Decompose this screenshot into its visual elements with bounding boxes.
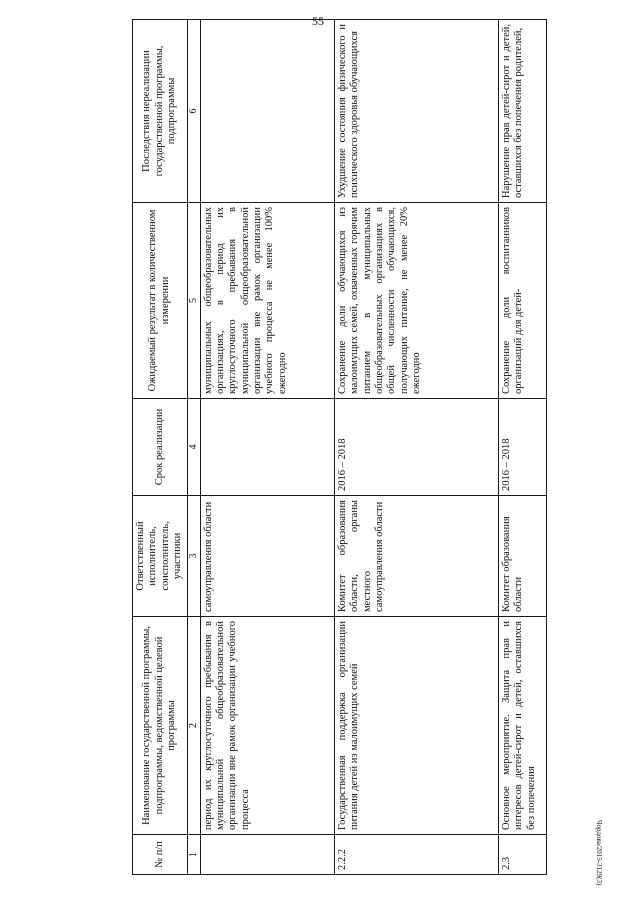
row-number-cell: 2.2.2 xyxy=(334,835,498,875)
consequence-cell: Нарушение прав детей-сирот и детей, оставшихся без попечения родителей, xyxy=(498,20,546,203)
header-cell-program-name: Наименование государственной программы, подпрограммы, ведомственной целевой программы xyxy=(133,617,188,835)
executor-cell: Комитет образования области, органы местного самоуправления области xyxy=(334,496,498,617)
executor-cell: Комитет образования области xyxy=(498,496,546,617)
header-cell-result: Ожидаемый результат в количественном измерении xyxy=(133,203,188,399)
column-number: 6 xyxy=(187,20,200,203)
column-number: 1 xyxy=(187,835,200,875)
executor-cell: самоуправления области xyxy=(200,496,334,617)
row-number-cell xyxy=(200,835,334,875)
result-cell: муниципальных общеобразовательных организациях, в период их круглосуточного пребывания в муниципальной общеобразовательной организации вне рамок организации учебного процесса не менее 100% ежегодно xyxy=(200,203,334,399)
header-row xyxy=(133,20,188,875)
program-name-cell: Государственная поддержка организации питания детей из малоимущих семей xyxy=(334,617,498,835)
header-cell-executor: Ответственный исполнитель, соисполнитель, участники xyxy=(133,496,188,617)
header-cell-number: № п/п xyxy=(133,835,188,875)
table-row xyxy=(200,20,334,875)
header-cell-term: Срок реализации xyxy=(133,399,188,496)
program-name-cell: Основное мероприятие. Защита прав и интересов детей-сирот и детей, оставшихся без попечения xyxy=(498,617,546,835)
term-cell: 2016 – 2018 xyxy=(334,399,498,496)
margin-note: Чордова/2015-3129(3) xyxy=(595,820,603,886)
column-number-row xyxy=(187,20,200,875)
column-number: 4 xyxy=(187,399,200,496)
term-cell xyxy=(200,399,334,496)
page-number: 55 xyxy=(312,14,324,28)
column-number: 5 xyxy=(187,203,200,399)
column-number: 2 xyxy=(187,617,200,835)
program-table xyxy=(132,19,547,875)
term-cell: 2016 – 2018 xyxy=(498,399,546,496)
column-number: 3 xyxy=(187,496,200,617)
result-cell: Сохранение доли обучающихся из малоимущих семей, охваченных горячим питанием в муниципальных общеобразовательных организациях в общей численности обучающихся, получающих питание, не менее 20% ежегодно xyxy=(334,203,498,399)
result-cell: Сохранение доли воспитанников организаций для детей- xyxy=(498,203,546,399)
rotated-table-container xyxy=(132,20,547,875)
program-name-cell: период их круглосуточного пребывания в муниципальной общеобразовательной организации вне рамок организации учебного процесса xyxy=(200,617,334,835)
table-row xyxy=(334,20,498,875)
consequence-cell: Ухудшение состояния физического и психического здоровья обучающихся xyxy=(334,20,498,203)
header-cell-consequence: Последствия нереализации государственной программы, подпрограммы xyxy=(133,20,188,203)
consequence-cell xyxy=(200,20,334,203)
table-row xyxy=(498,20,546,875)
row-number-cell: 2.3 xyxy=(498,835,546,875)
